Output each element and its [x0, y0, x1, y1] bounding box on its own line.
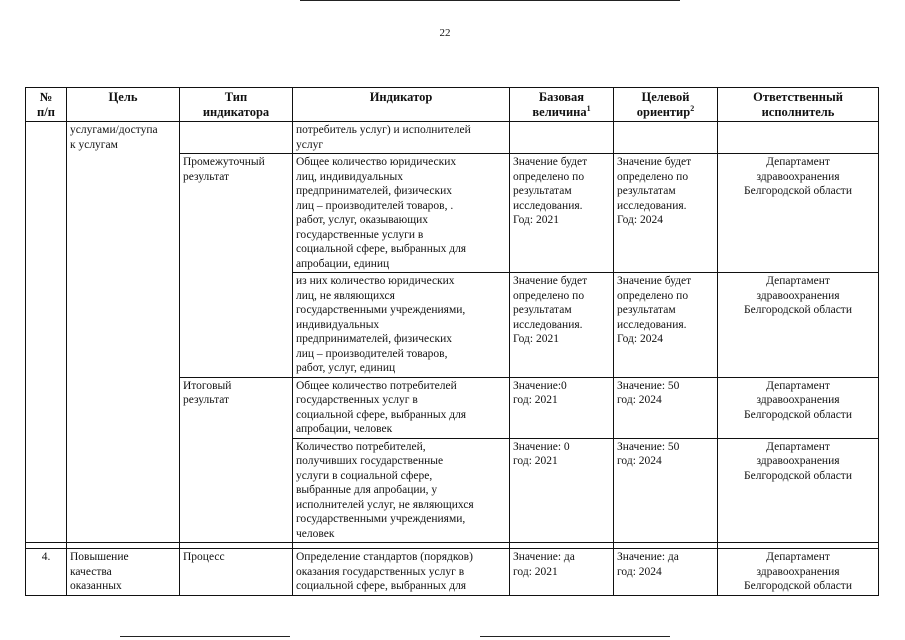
- cell-target: Значение: 50 год: 2024: [614, 377, 718, 438]
- header-base: [510, 88, 614, 122]
- cell-base: Значение: да год: 2021: [510, 549, 614, 596]
- cell-base: Значение: 0 год: 2021: [510, 438, 614, 543]
- indicators-table: [25, 87, 879, 596]
- scan-artifact-top: [300, 0, 680, 1]
- cell-responsible: Департамент здравоохранения Белгородской области: [718, 154, 879, 273]
- header-target-label: Целевой ориентир: [636, 90, 691, 119]
- cell-base: Значение будет определено по результатам исследования. Год: 2021: [510, 154, 614, 273]
- scan-artifact-bottom-right: [480, 636, 670, 637]
- cell-goal: услугами/доступа к услугам: [67, 122, 180, 543]
- cell-responsible: Департамент здравоохранения Белгородской области: [718, 438, 879, 543]
- header-indicator: Индикатор: [293, 88, 510, 122]
- table-row: [26, 122, 879, 154]
- cell-goal: Повышение качества оказанных: [67, 549, 180, 596]
- footnote-2: 2: [690, 103, 695, 113]
- cell-type: [180, 122, 293, 154]
- cell-responsible: Департамент здравоохранения Белгородской области: [718, 549, 879, 596]
- cell-type: Промежуточный результат: [180, 154, 293, 378]
- header-responsible: Ответственный исполнитель: [718, 88, 879, 122]
- cell-type: Процесс: [180, 549, 293, 596]
- cell-num: 4.: [26, 549, 67, 596]
- cell-num: [26, 122, 67, 543]
- cell-responsible: Департамент здравоохранения Белгородской области: [718, 273, 879, 378]
- cell-indicator: потребитель услуг) и исполнителей услуг: [293, 122, 510, 154]
- cell-type: Итоговый результат: [180, 377, 293, 543]
- cell-target: Значение: да год: 2024: [614, 549, 718, 596]
- cell-target: Значение будет определено по результатам исследования. Год: 2024: [614, 273, 718, 378]
- cell-indicator: Общее количество юридических лиц, индивидуальных предпринимателей, физических лиц – производителей товаров, . работ, услуг, оказывающих государственные услуги в социальной сфере, выбранных для апробации, единиц: [293, 154, 510, 273]
- header-goal: Цель: [67, 88, 180, 122]
- cell-indicator: Количество потребителей, получивших государственные услуги в социальной сфере, выбранные для апробации, у исполнителей услуг, не являющихся государственными учреждениями, человек: [293, 438, 510, 543]
- cell-target: Значение: 50 год: 2024: [614, 438, 718, 543]
- footnote-1: 1: [586, 103, 591, 113]
- header-target: [614, 88, 718, 122]
- cell-base: Значение:0 год: 2021: [510, 377, 614, 438]
- header-row: [26, 88, 879, 122]
- cell-indicator: из них количество юридических лиц, не являющихся государственными учреждениями, индивидуальных предпринимателей, физических лиц – производителей товаров, работ, услуг, единиц: [293, 273, 510, 378]
- cell-base: [510, 122, 614, 154]
- header-base-label: Базовая величина: [532, 90, 587, 119]
- cell-base: Значение будет определено по результатам исследования. Год: 2021: [510, 273, 614, 378]
- cell-indicator: Общее количество потребителей государственных услуг в социальной сфере, выбранных для апробации, человек: [293, 377, 510, 438]
- page-number: 22: [439, 27, 451, 39]
- cell-indicator: Определение стандартов (порядков) оказания государственных услуг в социальной сфере, выбранных для: [293, 549, 510, 596]
- header-type: Тип индикатора: [180, 88, 293, 122]
- scan-artifact-bottom-left: [120, 636, 290, 637]
- cell-target: [614, 122, 718, 154]
- cell-responsible: Департамент здравоохранения Белгородской области: [718, 377, 879, 438]
- cell-responsible: [718, 122, 879, 154]
- table-row: [26, 549, 879, 596]
- cell-target: Значение будет определено по результатам исследования. Год: 2024: [614, 154, 718, 273]
- header-num: № п/п: [26, 88, 67, 122]
